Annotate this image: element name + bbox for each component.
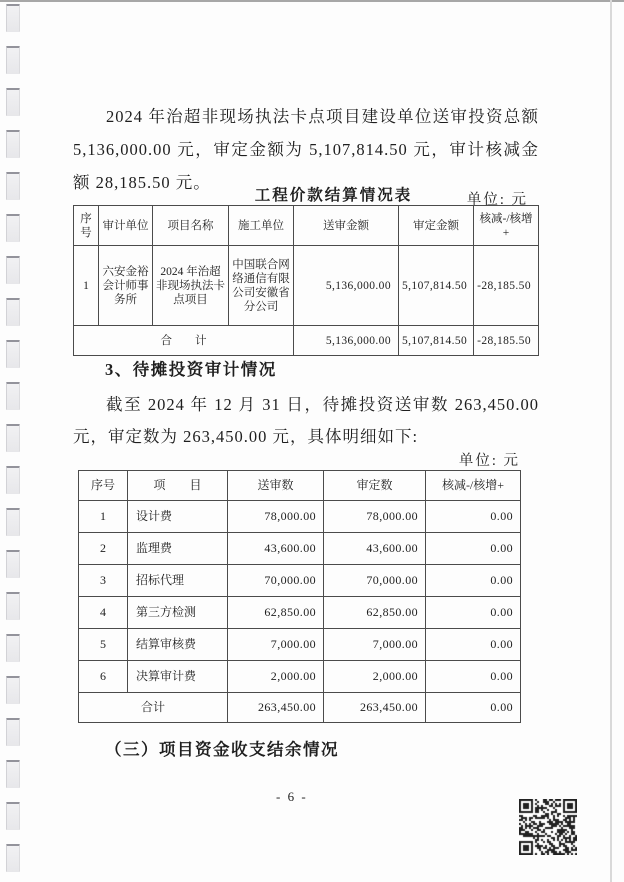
binding-hole — [6, 844, 20, 872]
cell-adjustment: 0.00 — [426, 533, 521, 565]
cell-seq: 6 — [79, 661, 128, 693]
cell-approved: 70,000.00 — [324, 565, 426, 597]
cell-item: 招标代理 — [128, 565, 228, 597]
table-row — [79, 565, 521, 597]
total-label: 合 计 — [74, 326, 294, 356]
settlement-table — [73, 205, 539, 356]
cell-seq: 2 — [79, 533, 128, 565]
header-approved: 审定数 — [324, 471, 426, 501]
section3-heading: 3、待摊投资审计情况 — [105, 360, 277, 379]
cell-submitted: 70,000.00 — [228, 565, 324, 597]
pending-investment-table — [78, 470, 521, 723]
cell-constructor: 中国联合网络通信有限公司安徽省分公司 — [229, 246, 294, 326]
binding-hole — [6, 592, 20, 620]
page-number: - 6 - — [276, 789, 308, 804]
cell-adjustment: 0.00 — [426, 501, 521, 533]
binding-hole — [6, 88, 20, 116]
table-row — [79, 597, 521, 629]
table-header-row — [79, 471, 521, 501]
binding-hole — [6, 718, 20, 746]
header-seq: 序号 — [79, 471, 128, 501]
cell-project-name: 2024 年治超非现场执法卡点项目 — [153, 246, 229, 326]
cell-item: 结算审核费 — [128, 629, 228, 661]
binding-hole — [6, 424, 20, 452]
cell-approved: 7,000.00 — [324, 629, 426, 661]
binding-hole — [6, 508, 20, 536]
header-submitted: 送审数 — [228, 471, 324, 501]
binding-hole — [6, 256, 20, 284]
section4-heading: （三）项目资金收支结余情况 — [105, 740, 339, 759]
cell-seq: 3 — [79, 565, 128, 597]
scan-edge-artifact — [0, 0, 624, 2]
cell-item: 第三方检测 — [128, 597, 228, 629]
cell-submitted: 7,000.00 — [228, 629, 324, 661]
header-item: 项 目 — [128, 471, 228, 501]
total-adjustment: 0.00 — [426, 693, 521, 723]
cell-adjustment: 0.00 — [426, 597, 521, 629]
table-row — [79, 661, 521, 693]
cell-submitted: 2,000.00 — [228, 661, 324, 693]
binding-hole — [6, 298, 20, 326]
cell-submitted: 43,600.00 — [228, 533, 324, 565]
cell-audit-unit: 六安金裕会计师事务所 — [99, 246, 153, 326]
scan-edge-line — [610, 0, 612, 882]
header-submitted-amount: 送审金额 — [294, 206, 399, 246]
cell-submitted: 78,000.00 — [228, 501, 324, 533]
table-row — [74, 246, 539, 326]
binding-hole — [6, 172, 20, 200]
total-submitted: 263,450.00 — [228, 693, 324, 723]
table-row — [79, 533, 521, 565]
binding-hole — [6, 382, 20, 410]
table1-title: 工程价款结算情况表 — [254, 187, 413, 204]
binding-hole — [6, 550, 20, 578]
binding-hole — [6, 676, 20, 704]
total-approved: 263,450.00 — [324, 693, 426, 723]
header-audit-unit: 审计单位 — [99, 206, 153, 246]
cell-approved: 78,000.00 — [324, 501, 426, 533]
total-submitted-amount: 5,136,000.00 — [294, 326, 399, 356]
cell-item: 决算审计费 — [128, 661, 228, 693]
cell-item: 监理费 — [128, 533, 228, 565]
binding-hole — [6, 340, 20, 368]
cell-item: 设计费 — [128, 501, 228, 533]
table-row — [79, 501, 521, 533]
total-label: 合计 — [79, 693, 228, 723]
intro-paragraph: 2024 年治超非现场执法卡点项目建设单位送审投资总额 5,136,000.00 元，审定金额为 5,107,814.50 元，审计核减金额 28,185.50 元。 — [73, 106, 539, 192]
cell-adjustment: 0.00 — [426, 565, 521, 597]
cell-seq: 5 — [79, 629, 128, 661]
header-approved-amount: 审定金额 — [399, 206, 474, 246]
table-total-row — [74, 326, 539, 356]
table2-unit-label: 单位: 元 — [458, 453, 520, 469]
header-constructor: 施工单位 — [229, 206, 294, 246]
header-project-name: 项目名称 — [153, 206, 229, 246]
total-adjustment: -28,185.50 — [474, 326, 539, 356]
cell-approved: 43,600.00 — [324, 533, 426, 565]
cell-approved: 62,850.00 — [324, 597, 426, 629]
header-seq: 序号 — [74, 206, 99, 246]
cell-approved-amount: 5,107,814.50 — [399, 246, 474, 326]
cell-adjustment: 0.00 — [426, 661, 521, 693]
cell-submitted: 62,850.00 — [228, 597, 324, 629]
header-adjustment: 核减-/核增+ — [474, 206, 539, 246]
binding-hole — [6, 130, 20, 158]
qr-code — [519, 799, 577, 855]
cell-adjustment: 0.00 — [426, 629, 521, 661]
table-total-row — [79, 693, 521, 723]
cell-seq: 4 — [79, 597, 128, 629]
binding-hole — [6, 634, 20, 662]
binding-hole — [6, 760, 20, 788]
cell-adjustment: -28,185.50 — [474, 246, 539, 326]
binding-hole — [6, 802, 20, 830]
cell-seq: 1 — [79, 501, 128, 533]
total-approved-amount: 5,107,814.50 — [399, 326, 474, 356]
binding-hole — [6, 46, 20, 74]
binding-hole — [6, 214, 20, 242]
binding-hole — [6, 466, 20, 494]
section3-paragraph: 截至 2024 年 12 月 31 日，待摊投资送审数 263,450.00 元，审定数为 263,450.00 元，具体明细如下: — [73, 394, 539, 446]
cell-approved: 2,000.00 — [324, 661, 426, 693]
table-header-row — [74, 206, 539, 246]
table-row — [79, 629, 521, 661]
cell-seq: 1 — [74, 246, 99, 326]
header-adjustment: 核减-/核增+ — [426, 471, 521, 501]
binding-hole — [6, 4, 20, 32]
cell-submitted-amount: 5,136,000.00 — [294, 246, 399, 326]
table1-unit-label: 单位: 元 — [466, 192, 528, 208]
